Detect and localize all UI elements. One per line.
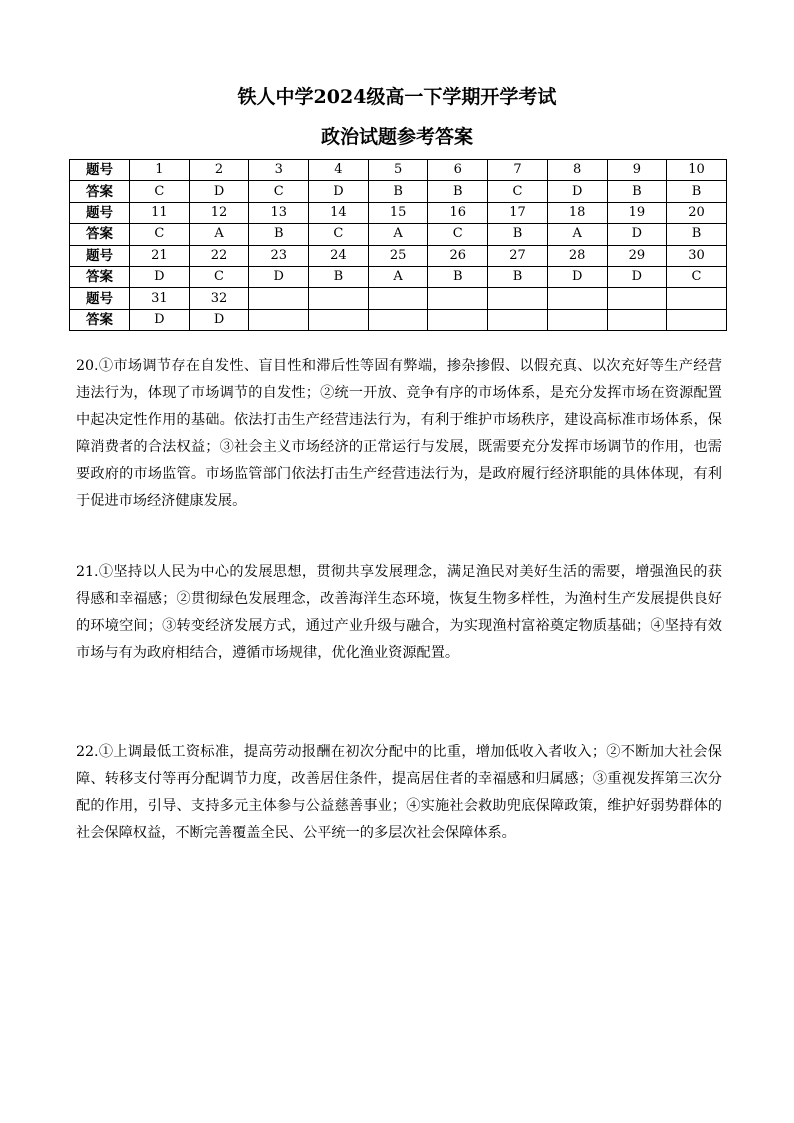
answer-cell <box>488 309 548 330</box>
answer-cell: D <box>547 181 607 202</box>
answer-cell: D <box>547 266 607 287</box>
answer-cell: D <box>130 309 190 330</box>
question-number-cell: 1 <box>130 160 190 181</box>
answer-cell: C <box>130 181 190 202</box>
question-number-row <box>70 288 727 309</box>
question-number-cell <box>428 288 488 309</box>
answer-cell: D <box>189 309 249 330</box>
question-number-cell <box>488 288 548 309</box>
question-number-cell: 12 <box>189 202 249 223</box>
answer-paragraph-20: 20.①市场调节存在自发性、盲目性和滞后性等固有弊端，掺杂掺假、以假充真、以次充好等生产经营违法行为，体现了市场调节的自发性；②统一开放、竞争有序的市场体系，是充分发挥市场在资源配置中起决定性作用的基础。依法打击生产经营违法行为，有利于维护市场秩序，建设高标准市场体系，保障消费者的合法权益；③社会主义市场经济的正常运行与发展，既需要充分发挥市场调节的作用，也需要政府的市场监管。市场监管部门依法打击生产经营违法行为，是政府履行经济职能的具体体现，有利于促进市场经济健康发展。 <box>76 358 722 509</box>
answer-cell: C <box>249 181 309 202</box>
question-number-cell: 15 <box>368 202 428 223</box>
question-number-cell: 14 <box>309 202 369 223</box>
answer-cell: B <box>368 181 428 202</box>
question-number-cell: 31 <box>130 288 190 309</box>
question-number-row-header: 题号 <box>70 202 130 223</box>
answer-cell: C <box>428 224 488 245</box>
answer-cell <box>368 309 428 330</box>
answer-cell: B <box>309 266 369 287</box>
question-number-cell: 32 <box>189 288 249 309</box>
question-number-cell <box>368 288 428 309</box>
answer-cell: B <box>428 181 488 202</box>
answer-cell: B <box>488 224 548 245</box>
question-number-row-header: 题号 <box>70 288 130 309</box>
answer-row <box>70 181 727 202</box>
answer-cell: C <box>189 266 249 287</box>
question-number-cell: 13 <box>249 202 309 223</box>
question-number-cell: 10 <box>667 160 727 181</box>
answer-cell <box>249 309 309 330</box>
answer-cell: B <box>428 266 488 287</box>
question-number-cell: 29 <box>607 245 667 266</box>
question-number-row <box>70 202 727 223</box>
question-number-cell: 22 <box>189 245 249 266</box>
question-number-cell: 4 <box>309 160 369 181</box>
answer-row-header: 答案 <box>70 309 130 330</box>
question-number-row-header: 题号 <box>70 160 130 181</box>
answer-cell: B <box>488 266 548 287</box>
question-number-cell <box>607 288 667 309</box>
answer-cell: D <box>189 181 249 202</box>
question-number-cell: 6 <box>428 160 488 181</box>
question-number-cell: 27 <box>488 245 548 266</box>
answer-row <box>70 224 727 245</box>
answer-paragraph-21: 21.①坚持以人民为中心的发展思想，贯彻共享发展理念，满足渔民对美好生活的需要，增强渔民的获得感和幸福感；②贯彻绿色发展理念，改善海洋生态环境，恢复生物多样性，为渔村生产发展提供良好的环境空间；③转变经济发展方式，通过产业升级与融合，为实现渔村富裕奠定物质基础；④坚持有效市场与有为政府相结合，遵循市场规律，优化渔业资源配置。 <box>76 564 722 661</box>
question-number-cell <box>309 288 369 309</box>
answer-cell: D <box>249 266 309 287</box>
answer-cell <box>667 309 727 330</box>
answer-cell: B <box>667 224 727 245</box>
question-number-cell: 2 <box>189 160 249 181</box>
question-number-cell: 21 <box>130 245 190 266</box>
answer-cell: B <box>667 181 727 202</box>
question-number-row-header: 题号 <box>70 245 130 266</box>
question-number-cell: 24 <box>309 245 369 266</box>
answer-cell: A <box>368 266 428 287</box>
question-number-row <box>70 245 727 266</box>
question-number-cell: 18 <box>547 202 607 223</box>
question-number-cell: 25 <box>368 245 428 266</box>
answer-cell: C <box>667 266 727 287</box>
question-number-cell: 11 <box>130 202 190 223</box>
question-number-cell: 28 <box>547 245 607 266</box>
question-number-cell: 20 <box>667 202 727 223</box>
answer-row-header: 答案 <box>70 266 130 287</box>
question-number-cell: 16 <box>428 202 488 223</box>
answer-cell <box>309 309 369 330</box>
question-number-cell <box>667 288 727 309</box>
answer-cell: A <box>368 224 428 245</box>
question-number-cell: 9 <box>607 160 667 181</box>
question-number-cell: 17 <box>488 202 548 223</box>
answer-cell: D <box>309 181 369 202</box>
question-number-cell <box>547 288 607 309</box>
question-number-cell: 7 <box>488 160 548 181</box>
answer-cell <box>428 309 488 330</box>
answer-cell: B <box>249 224 309 245</box>
answer-cell <box>547 309 607 330</box>
question-number-cell: 19 <box>607 202 667 223</box>
answer-cell: C <box>130 224 190 245</box>
answer-row <box>70 309 727 330</box>
answer-row <box>70 266 727 287</box>
answer-cell: A <box>547 224 607 245</box>
answer-cell: C <box>488 181 548 202</box>
answer-cell: A <box>189 224 249 245</box>
question-number-cell: 3 <box>249 160 309 181</box>
answer-cell: D <box>607 266 667 287</box>
answer-paragraph-22: 22.①上调最低工资标准，提高劳动报酬在初次分配中的比重，增加低收入者收入；②不断加大社会保障、转移支付等再分配调节力度，改善居住条件，提高居住者的幸福感和归属感；③重视发挥第三次分配的作用，引导、支持多元主体参与公益慈善事业；④实施社会救助兜底保障政策，维护好弱势群体的社会保障权益，不断完善覆盖全民、公平统一的多层次社会保障体系。 <box>76 744 722 841</box>
answer-cell <box>607 309 667 330</box>
answer-cell: B <box>607 181 667 202</box>
answer-row-header: 答案 <box>70 224 130 245</box>
page-subtitle: 政治试题参考答案 <box>320 126 473 148</box>
question-number-cell: 5 <box>368 160 428 181</box>
question-number-cell: 8 <box>547 160 607 181</box>
question-number-cell <box>249 288 309 309</box>
answer-table <box>69 159 727 331</box>
answer-cell: D <box>130 266 190 287</box>
answer-row-header: 答案 <box>70 181 130 202</box>
question-number-cell: 26 <box>428 245 488 266</box>
answer-cell: D <box>607 224 667 245</box>
answer-cell: C <box>309 224 369 245</box>
question-number-row <box>70 160 727 181</box>
question-number-cell: 23 <box>249 245 309 266</box>
question-number-cell: 30 <box>667 245 727 266</box>
page-title: 铁人中学2024级高一下学期开学考试 <box>237 86 557 108</box>
